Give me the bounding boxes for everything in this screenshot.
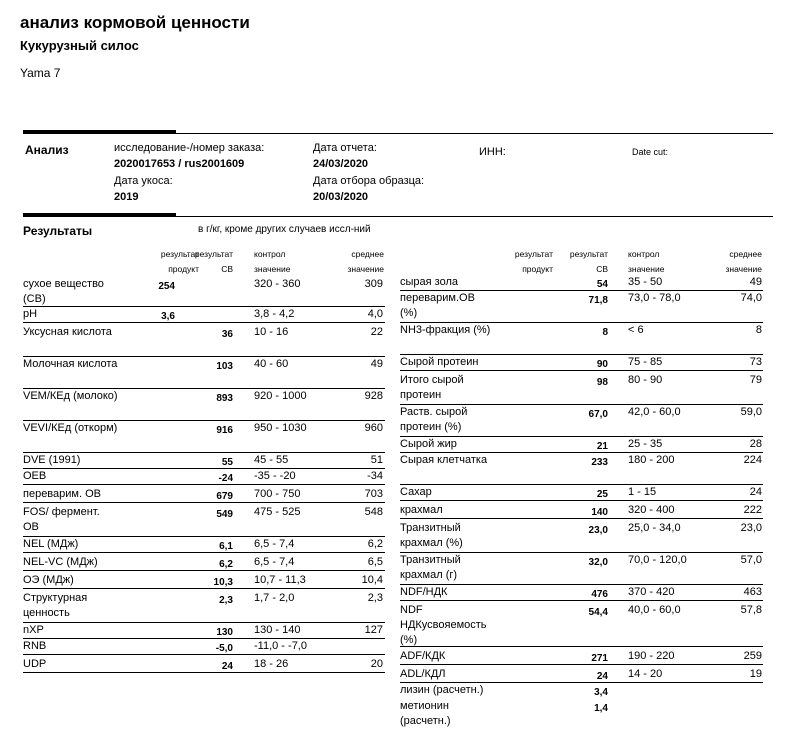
row-dm: 140 — [591, 507, 608, 518]
row-control: 73,0 - 78,0 — [628, 292, 681, 304]
table-row — [400, 603, 763, 647]
table-row — [400, 405, 763, 437]
row-control: 475 - 525 — [254, 506, 301, 518]
order-label: исследование-/номер заказа: — [114, 142, 265, 154]
row-average: 73 — [749, 356, 762, 368]
order-value: 2020017653 / rus2001609 — [114, 158, 245, 170]
row-dm: -5,0 — [215, 643, 233, 654]
row-control: 320 - 360 — [254, 278, 301, 290]
row-average: 79 — [749, 374, 762, 386]
analysis-label: Анализ — [25, 143, 69, 157]
table-row — [23, 537, 385, 553]
row-average: 49 — [749, 276, 762, 288]
table-row — [23, 657, 385, 673]
header-dm: результат СВ — [569, 249, 608, 274]
row-name: NDF НДКусвояемость (%) — [400, 604, 487, 646]
table-row — [400, 553, 763, 585]
row-average: 2,3 — [367, 592, 383, 604]
row-name: Структурная ценность — [23, 592, 88, 619]
harvest-value: 2019 — [114, 191, 139, 203]
row-dm: 24 — [221, 661, 233, 672]
row-dm: 233 — [591, 457, 608, 468]
row-dm: 679 — [216, 491, 233, 502]
row-dm: 54,4 — [588, 607, 608, 618]
row-control: 14 - 20 — [628, 668, 663, 680]
row-average: 51 — [370, 454, 383, 466]
row-average: 8 — [755, 324, 762, 336]
row-dm: -24 — [218, 473, 233, 484]
row-average: 19 — [749, 668, 762, 680]
row-control: 25 - 35 — [628, 438, 663, 450]
row-average: 224 — [743, 454, 762, 466]
units-note: в г/кг, кроме других случаев иссл-ний — [198, 224, 371, 235]
row-name: Сырая клетчатка — [400, 454, 488, 466]
row-control: 370 - 420 — [628, 586, 675, 598]
row-average: 22 — [370, 326, 383, 338]
row-control: 920 - 1000 — [254, 390, 307, 402]
row-control: 6,5 - 7,4 — [254, 556, 295, 568]
row-name: Сахар — [400, 486, 432, 498]
row-name: лизин (расчетн.) — [400, 684, 484, 696]
row-dm: 130 — [216, 627, 233, 638]
row-control: 70,0 - 120,0 — [628, 554, 687, 566]
row-product: 3,6 — [161, 311, 175, 322]
report-subtitle: Кукурузный силос — [20, 38, 139, 53]
row-name: FOS/ фермент. ОВ — [23, 506, 100, 533]
header-average: среднее значение — [347, 249, 384, 274]
header-dm: результат СВ — [194, 249, 233, 274]
row-product: 254 — [158, 281, 175, 292]
header-product: результат продукт — [514, 249, 553, 274]
sample-date-value: 20/03/2020 — [313, 191, 369, 203]
header-control: контрол значение — [254, 249, 291, 274]
row-control: 10 - 16 — [254, 326, 289, 338]
table-row — [400, 585, 763, 601]
row-name: крахмал — [400, 504, 443, 516]
sample-date-label: Дата отбора образца: — [313, 175, 425, 187]
row-control: 130 - 140 — [254, 624, 301, 636]
row-average: 20 — [370, 658, 383, 670]
row-average: -34 — [367, 470, 383, 482]
row-name: nXP — [23, 624, 44, 636]
row-control: 35 - 50 — [628, 276, 663, 288]
row-name: OEB — [23, 470, 47, 482]
row-control: 42,0 - 60,0 — [628, 406, 681, 418]
header-control: контрол значение — [628, 249, 665, 274]
table-row — [400, 275, 763, 291]
table-row — [23, 421, 385, 453]
row-average: 24 — [749, 486, 762, 498]
row-dm: 549 — [216, 509, 233, 520]
row-average: 928 — [364, 390, 383, 402]
row-name: NEL (МДж) — [23, 538, 79, 550]
row-name: pH — [23, 308, 38, 320]
row-name: Уксусная кислота — [23, 326, 112, 338]
row-average: 222 — [743, 504, 762, 516]
row-average: 548 — [364, 506, 383, 518]
row-name: RNB — [23, 640, 47, 652]
row-dm: 25 — [596, 489, 608, 500]
row-control: -11,0 - -7,0 — [254, 640, 307, 652]
row-name: DVE (1991) — [23, 454, 81, 466]
row-name: ADF/КДК — [400, 650, 446, 662]
row-control: 18 - 26 — [254, 658, 289, 670]
row-average: 57,0 — [740, 554, 762, 566]
report-date-value: 24/03/2020 — [313, 158, 369, 170]
table-row — [400, 699, 763, 738]
row-dm: 3,4 — [594, 687, 608, 698]
row-dm: 54 — [596, 279, 608, 290]
table-row — [400, 437, 763, 453]
table-row — [23, 325, 385, 357]
row-name: Итого сырой протеин — [400, 374, 464, 401]
sample-name: Yama 7 — [20, 66, 61, 80]
row-control: 320 - 400 — [628, 504, 675, 516]
row-name: Раств. сырой протеин (%) — [400, 406, 468, 433]
table-row — [400, 373, 763, 405]
row-average: 309 — [364, 278, 383, 290]
row-control: -35 - -20 — [254, 470, 296, 482]
row-dm: 67,0 — [588, 409, 608, 420]
row-dm: 71,8 — [588, 295, 608, 306]
row-name: NEL-VC (МДж) — [23, 556, 98, 568]
row-name: сухое вещество (СВ) — [23, 278, 104, 305]
row-average: 57,8 — [740, 604, 762, 616]
row-name: сырая зола — [400, 276, 458, 288]
analysis-rule-thin — [23, 133, 773, 134]
row-dm: 916 — [216, 425, 233, 436]
table-row — [400, 503, 763, 519]
table-row — [400, 453, 763, 485]
row-control: 40,0 - 60,0 — [628, 604, 681, 616]
row-dm: 476 — [591, 589, 608, 600]
row-name: Молочная кислота — [23, 358, 118, 370]
row-dm: 21 — [596, 441, 608, 452]
row-dm: 6,1 — [219, 541, 233, 552]
row-dm: 6,2 — [219, 559, 233, 570]
row-name: Сырой протеин — [400, 356, 479, 368]
row-dm: 23,0 — [588, 525, 608, 536]
results-rule-thin — [23, 216, 773, 217]
results-label: Результаты — [23, 224, 93, 238]
row-name: Сырой жир — [400, 438, 457, 450]
row-control: 1,7 - 2,0 — [254, 592, 295, 604]
row-dm: 90 — [596, 359, 608, 370]
row-dm: 24 — [596, 671, 608, 682]
row-control: 10,7 - 11,3 — [254, 574, 306, 586]
row-control: 1 - 15 — [628, 486, 657, 498]
row-name: метионин (расчетн.) — [400, 700, 451, 727]
row-dm: 36 — [221, 329, 233, 340]
row-control: 3,8 - 4,2 — [254, 308, 295, 320]
table-row — [23, 469, 385, 485]
row-average: 960 — [364, 422, 383, 434]
row-control: 75 - 85 — [628, 356, 663, 368]
row-average: 703 — [364, 488, 383, 500]
row-dm: 271 — [591, 653, 608, 664]
row-average: 59,0 — [740, 406, 762, 418]
table-row — [400, 291, 763, 323]
row-average: 23,0 — [740, 522, 762, 534]
table-row — [400, 355, 763, 371]
row-control: 80 - 90 — [628, 374, 663, 386]
row-average: 49 — [370, 358, 383, 370]
row-name: ADL/КДЛ — [400, 668, 446, 680]
table-row — [23, 639, 385, 655]
row-control: 950 - 1030 — [254, 422, 307, 434]
row-control: < 6 — [628, 324, 644, 336]
table-row — [400, 485, 763, 501]
table-row — [400, 683, 763, 698]
row-average: 74,0 — [740, 292, 762, 304]
row-name: VEVI/КЕд (откорм) — [23, 422, 118, 434]
row-name: UDP — [23, 658, 47, 670]
row-dm: 8 — [602, 327, 608, 338]
harvest-label: Дата укоса: — [114, 175, 173, 187]
row-name: VEM/КЕд (молоко) — [23, 390, 118, 402]
inn-label: ИНН: — [479, 146, 506, 158]
table-row — [23, 573, 385, 589]
row-dm: 2,3 — [219, 595, 233, 606]
row-control: 190 - 220 — [628, 650, 675, 662]
table-row — [23, 555, 385, 571]
datecut-label: Date cut: — [632, 147, 669, 157]
table-row — [400, 667, 763, 683]
row-dm: 103 — [216, 361, 233, 372]
header-average: среднее значение — [725, 249, 762, 274]
table-row — [400, 521, 763, 553]
header-product: результат продукт — [160, 249, 199, 274]
table-row — [23, 453, 385, 469]
row-dm: 893 — [216, 393, 233, 404]
table-row — [23, 591, 385, 623]
report-title: анализ кормовой ценности — [20, 13, 250, 32]
row-control: 45 - 55 — [254, 454, 289, 466]
row-average: 4,0 — [367, 308, 383, 320]
row-name: ОЭ (МДж) — [23, 574, 74, 586]
table-row — [23, 357, 385, 389]
table-row — [400, 323, 763, 355]
row-dm: 55 — [221, 457, 233, 468]
table-row — [23, 277, 385, 307]
row-average: 28 — [749, 438, 762, 450]
row-name: Транзитный крахмал (г) — [400, 554, 461, 581]
row-name: NDF/НДК — [400, 586, 448, 598]
row-average: 259 — [743, 650, 762, 662]
row-name: переварим. ОВ — [23, 488, 101, 500]
table-row — [23, 389, 385, 421]
row-control: 25,0 - 34,0 — [628, 522, 681, 534]
table-row — [23, 505, 385, 537]
report-date-label: Дата отчета: — [313, 142, 377, 154]
row-average: 10,4 — [361, 574, 383, 586]
row-average: 6,2 — [367, 538, 383, 550]
row-control: 6,5 - 7,4 — [254, 538, 295, 550]
table-row — [23, 487, 385, 503]
table-row — [23, 307, 385, 323]
row-dm: 10,3 — [213, 577, 233, 588]
table-row — [400, 649, 763, 665]
row-name: NH3-фракция (%) — [400, 324, 491, 336]
row-name: переварим.ОВ (%) — [400, 292, 475, 319]
row-dm: 32,0 — [588, 557, 608, 568]
row-dm: 1,4 — [594, 703, 608, 714]
row-dm: 98 — [596, 377, 608, 388]
row-control: 40 - 60 — [254, 358, 289, 370]
table-row — [23, 623, 385, 639]
row-name: Транзитный крахмал (%) — [400, 522, 463, 549]
row-control: 700 - 750 — [254, 488, 301, 500]
row-average: 463 — [743, 586, 762, 598]
row-average: 6,5 — [367, 556, 383, 568]
row-average: 127 — [364, 624, 383, 636]
row-control: 180 - 200 — [628, 454, 675, 466]
